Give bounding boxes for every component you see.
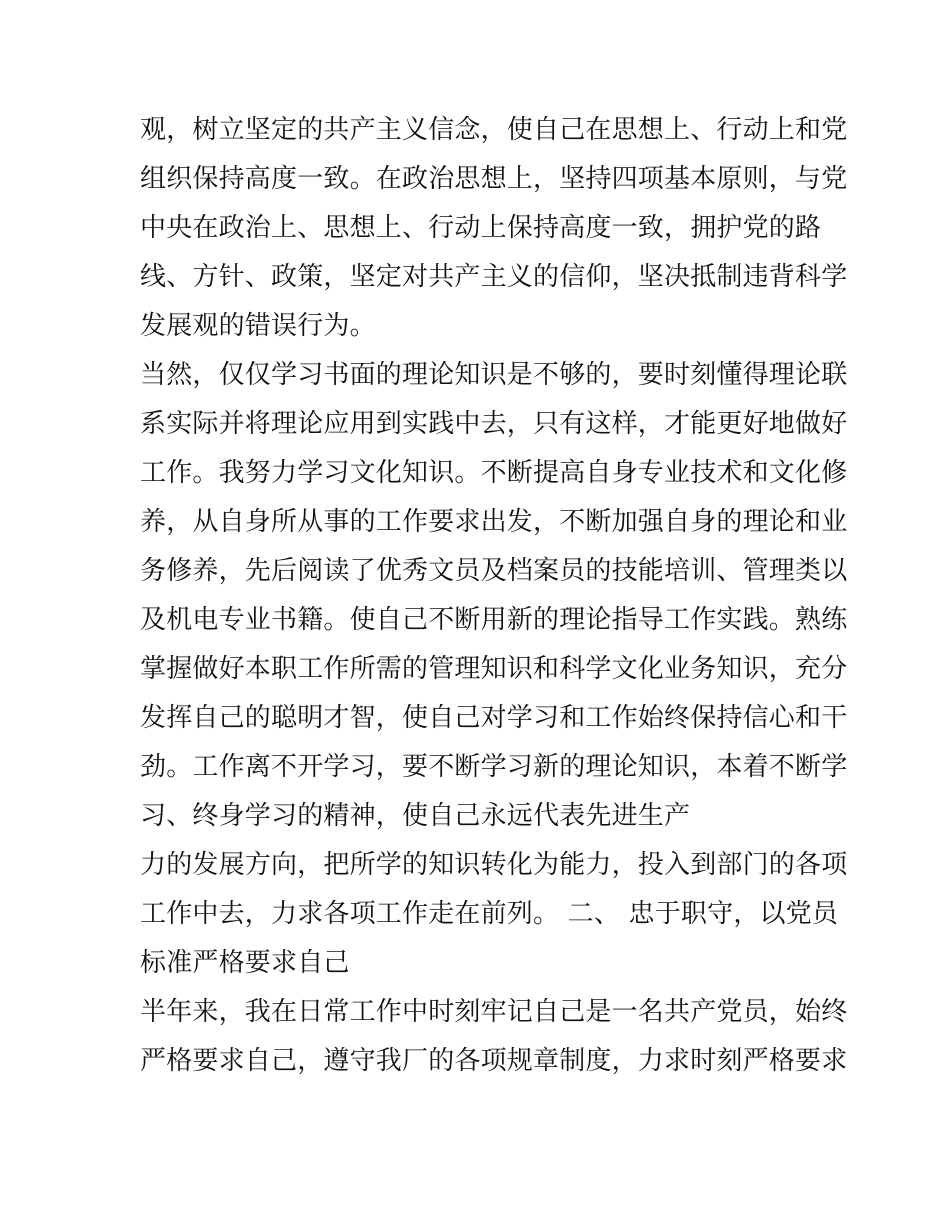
text-line: 发展观的错误行为。 — [140, 311, 376, 341]
text-line: 标准严格要求自己 — [140, 948, 350, 978]
text-line: 掌握做好本职工作所需的管理知识和科学文化业务知识，充分 — [140, 654, 848, 684]
text-line: 劲。工作离不开学习，要不断学习新的理论知识，本着不断学 — [140, 752, 848, 782]
text-line: 组织保持高度一致。在政治思想上，坚持四项基本原则，与党 — [140, 164, 848, 194]
text-line: 养，从自身所从事的工作要求出发，不断加强自身的理论和业 — [140, 507, 848, 537]
text-line: 线、方针、政策，坚定对共产主义的信仰，坚决抵制违背科学 — [140, 262, 848, 292]
text-line: 力的发展方向，把所学的知识转化为能力，投入到部门的各项 — [140, 850, 848, 880]
text-line: 观，树立坚定的共产主义信念，使自己在思想上、行动上和党 — [140, 115, 848, 145]
text-line: 半年来，我在日常工作中时刻牢记自己是一名共产党员，始终 — [140, 997, 848, 1027]
text-line: 工作中去，力求各项工作走在前列。 二、 忠于职守，以党员 — [140, 899, 839, 929]
text-line: 中央在政治上、思想上、行动上保持高度一致，拥护党的路 — [140, 213, 822, 243]
text-line: 严格要求自己，遵守我厂的各项规章制度，力求时刻严格要求 — [140, 1046, 848, 1076]
text-line: 系实际并将理论应用到实践中去，只有这样，才能更好地做好 — [140, 409, 848, 439]
text-line: 及机电专业书籍。使自己不断用新的理论指导工作实践。熟练 — [140, 605, 848, 635]
text-line: 务修养，先后阅读了优秀文员及档案员的技能培训、管理类以 — [140, 556, 848, 586]
text-line: 发挥自己的聪明才智，使自己对学习和工作始终保持信心和干 — [140, 703, 848, 733]
text-line: 习、终身学习的精神，使自己永远代表先进生产 — [140, 801, 691, 831]
text-line: 工作。我努力学习文化知识。不断提高自身专业技术和文化修 — [140, 458, 848, 488]
text-line: 当然，仅仅学习书面的理论知识是不够的，要时刻懂得理论联 — [140, 360, 848, 390]
